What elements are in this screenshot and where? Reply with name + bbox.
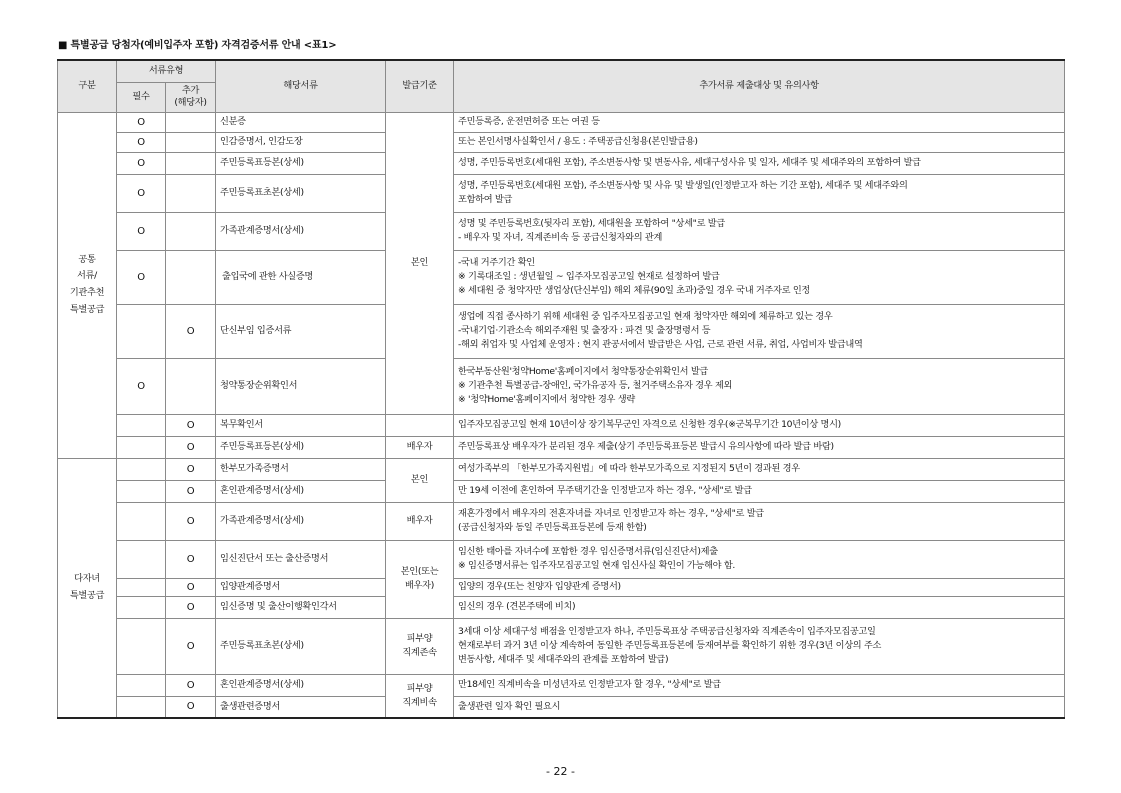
issuer-lineal-descendant: 피부양 직계비속 bbox=[386, 674, 454, 718]
document-notes: 재혼가정에서 배우자의 전혼자녀를 자녀로 인정받고자 하는 경우, "상세"로 발급 (공급신청자와 동일 주민등록표등본에 등재 한함) bbox=[454, 502, 1065, 540]
issuer-self: 본인 bbox=[386, 112, 454, 414]
document-notes: 주민등록증, 운전면허증 또는 여권 등 bbox=[454, 112, 1065, 132]
header-additional: 추가 (해당자) bbox=[166, 82, 216, 112]
document-name: 출입국에 관한 사실증명 bbox=[216, 250, 386, 304]
document-notes: 3세대 이상 세대구성 배점을 인정받고자 하나, 주민등록표상 주택공급신청자와 직계존속이 입주자모집공고일 현재로부터 과거 3년 이상 계속하여 동일한 주민등록표등본에 등재여부를 확인하기 위한 경우(3년 이상의 주소 변동사항, 세대주 및 세대주와의 관계를 포함하여 발급) bbox=[454, 618, 1065, 674]
header-document: 해당서류 bbox=[216, 60, 386, 112]
issuer-spouse: 배우자 bbox=[386, 436, 454, 458]
additional-mark-empty bbox=[166, 132, 216, 152]
additional-mark-empty bbox=[166, 212, 216, 250]
required-mark: O bbox=[117, 152, 166, 174]
issuer-self: 본인 bbox=[386, 458, 454, 502]
required-mark-empty bbox=[117, 436, 166, 458]
additional-mark-empty bbox=[166, 250, 216, 304]
additional-mark: O bbox=[166, 304, 216, 358]
issuer-empty bbox=[386, 414, 454, 436]
document-notes: 주민등록표상 배우자가 분리된 경우 제출(상기 주민등록표등본 발급시 유의사항에 따라 발급 바람) bbox=[454, 436, 1065, 458]
additional-mark: O bbox=[166, 578, 216, 596]
document-name: 주민등록표초본(상세) bbox=[216, 618, 386, 674]
required-mark-empty bbox=[117, 480, 166, 502]
required-mark: O bbox=[117, 250, 166, 304]
document-name: 청약통장순위확인서 bbox=[216, 358, 386, 414]
header-category: 구분 bbox=[58, 60, 117, 112]
document-notes: 성명, 주민등록번호(세대원 포함), 주소변동사항 및 변동사유, 세대구성사유 및 일자, 세대주 및 세대주와의 포함하여 발급 bbox=[454, 152, 1065, 174]
required-mark-empty bbox=[117, 304, 166, 358]
required-mark: O bbox=[117, 212, 166, 250]
group-multichild: 다자녀 특별공급 bbox=[58, 458, 117, 718]
header-issuer: 발급기준 bbox=[386, 60, 454, 112]
additional-mark: O bbox=[166, 618, 216, 674]
document-name: 주민등록표등본(상세) bbox=[216, 436, 386, 458]
additional-mark: O bbox=[166, 696, 216, 718]
document-name: 가족관계증명서(상세) bbox=[216, 212, 386, 250]
issuer-self-or-spouse: 본인(또는 배우자) bbox=[386, 540, 454, 618]
additional-mark: O bbox=[166, 436, 216, 458]
required-mark-empty bbox=[117, 696, 166, 718]
additional-mark-empty bbox=[166, 174, 216, 212]
issuer-spouse: 배우자 bbox=[386, 502, 454, 540]
document-notes: 입양의 경우(또는 친양자 입양관계 증명서) bbox=[454, 578, 1065, 596]
document-name: 단신부임 입증서류 bbox=[216, 304, 386, 358]
document-notes: 또는 본인서명사실확인서 / 용도 : 주택공급신청용(본인발급용) bbox=[454, 132, 1065, 152]
document-notes: 한국부동산원'청약Home'홈페이지에서 청약통장순위확인서 발급 ※ 기관추천 특별공급-장애인, 국가유공자 등, 철거주택소유자 경우 제외 ※ '청약Home'홈페이지에서 청약한 경우 생략 bbox=[454, 358, 1065, 414]
additional-mark-empty bbox=[166, 152, 216, 174]
additional-mark-empty bbox=[166, 112, 216, 132]
additional-mark: O bbox=[166, 480, 216, 502]
required-mark-empty bbox=[117, 618, 166, 674]
additional-mark: O bbox=[166, 414, 216, 436]
header-doc-type: 서류유형 bbox=[117, 60, 216, 82]
required-mark-empty bbox=[117, 674, 166, 696]
document-notes: 성명, 주민등록번호(세대원 포함), 주소변동사항 및 사유 및 발생일(인정받고자 하는 기간 포함), 세대주 및 세대주와의 포함하여 발급 bbox=[454, 174, 1065, 212]
required-mark: O bbox=[117, 174, 166, 212]
document-name: 입양관계증명서 bbox=[216, 578, 386, 596]
document-name: 혼인관계증명서(상세) bbox=[216, 480, 386, 502]
document-name: 주민등록표초본(상세) bbox=[216, 174, 386, 212]
document-name: 출생관련증명서 bbox=[216, 696, 386, 718]
required-mark-empty bbox=[117, 502, 166, 540]
header-notes: 추가서류 제출대상 및 유의사항 bbox=[454, 60, 1065, 112]
issuer-lineal-ascendant: 피부양 직계존속 bbox=[386, 618, 454, 674]
document-notes: -국내 거주기간 확인 ※ 기록대조일 : 생년월일 ~ 입주자모집공고일 현재로 설정하여 발급 ※ 세대원 중 청약자만 생업상(단신부임) 해외 체류(90일 초과)중일 경우 국내 거주자로 인정 bbox=[454, 250, 1065, 304]
required-mark: O bbox=[117, 112, 166, 132]
document-name: 인감증명서, 인감도장 bbox=[216, 132, 386, 152]
document-notes: 생업에 직접 종사하기 위해 세대원 중 입주자모집공고일 현재 청약자만 해외에 체류하고 있는 경우 -국내기업·기관소속 해외주재원 및 출장자 : 파견 및 출장명령서 등 -해외 취업자 및 사업체 운영자 : 현지 관공서에서 발급받은 사업, 근로 관련 서류, 취업, 사업비자 발급내역 bbox=[454, 304, 1065, 358]
additional-mark: O bbox=[166, 502, 216, 540]
document-name: 신분증 bbox=[216, 112, 386, 132]
page-number: - 22 - bbox=[546, 765, 575, 778]
additional-mark-empty bbox=[166, 358, 216, 414]
document-name: 임신진단서 또는 출산증명서 bbox=[216, 540, 386, 578]
document-notes: 만 19세 이전에 혼인하여 무주택기간을 인정받고자 하는 경우, "상세"로 발급 bbox=[454, 480, 1065, 502]
document-name: 혼인관계증명서(상세) bbox=[216, 674, 386, 696]
required-mark-empty bbox=[117, 596, 166, 618]
document-name: 복무확인서 bbox=[216, 414, 386, 436]
document-notes: 입주자모집공고일 현재 10년이상 장기복무군인 자격으로 신청한 경우(※군복무기간 10년이상 명시) bbox=[454, 414, 1065, 436]
document-notes: 만18세인 직계비속을 미성년자로 인정받고자 할 경우, "상세"로 발급 bbox=[454, 674, 1065, 696]
document-notes: 성명 및 주민등록번호(뒷자리 포함), 세대원을 포함하여 "상세"로 발급 - 배우자 및 자녀, 직계존비속 등 공급신청자와의 관계 bbox=[454, 212, 1065, 250]
required-mark: O bbox=[117, 132, 166, 152]
additional-mark: O bbox=[166, 540, 216, 578]
additional-mark: O bbox=[166, 674, 216, 696]
additional-mark: O bbox=[166, 458, 216, 480]
required-mark-empty bbox=[117, 458, 166, 480]
document-name: 한부모가족증명서 bbox=[216, 458, 386, 480]
document-notes: 임신의 경우 (견본주택에 비치) bbox=[454, 596, 1065, 618]
required-mark-empty bbox=[117, 414, 166, 436]
additional-mark: O bbox=[166, 596, 216, 618]
document-notes: 임신한 태아를 자녀수에 포함한 경우 임신증명서류(임신진단서)제출 ※ 임신증명서류는 입주자모집공고일 현재 임신사실 확인이 가능해야 함. bbox=[454, 540, 1065, 578]
document-notes: 여성가족부의 「한부모가족지원법」에 따라 한부모가족으로 지정된지 5년이 경과된 경우 bbox=[454, 458, 1065, 480]
document-table bbox=[57, 59, 1065, 719]
required-mark-empty bbox=[117, 540, 166, 578]
document-name: 주민등록표등본(상세) bbox=[216, 152, 386, 174]
group-common: 공통 서류/ 기관추천 특별공급 bbox=[58, 112, 117, 458]
required-mark: O bbox=[117, 358, 166, 414]
required-mark-empty bbox=[117, 578, 166, 596]
page-title: ■ 특별공급 당첨자(예비입주자 포함) 자격검증서류 안내 <표1> bbox=[58, 40, 337, 51]
document-notes: 출생관련 일자 확인 필요시 bbox=[454, 696, 1065, 718]
header-required: 필수 bbox=[117, 82, 166, 112]
document-name: 가족관계증명서(상세) bbox=[216, 502, 386, 540]
document-name: 임신증명 및 출산이행확인각서 bbox=[216, 596, 386, 618]
